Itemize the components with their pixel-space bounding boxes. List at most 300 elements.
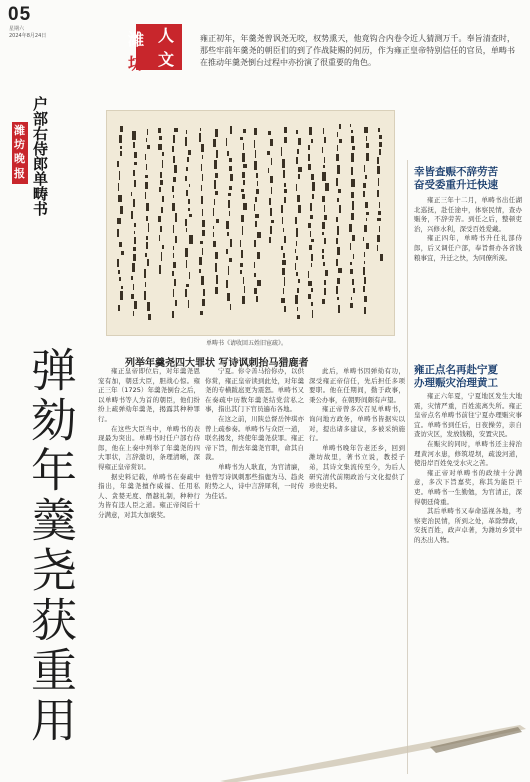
ink-stroke — [240, 137, 243, 140]
ink-stroke — [255, 197, 257, 201]
ink-stroke — [148, 314, 150, 320]
ink-stroke — [131, 211, 132, 219]
ink-stroke — [257, 252, 260, 259]
ink-stroke — [214, 160, 217, 169]
ink-stroke — [146, 216, 148, 222]
ink-stroke — [185, 289, 186, 297]
ink-stroke — [378, 211, 381, 215]
page-weekday: 星期六 — [9, 26, 25, 32]
ink-stroke — [297, 315, 300, 319]
ink-stroke — [322, 299, 325, 305]
ink-stroke — [298, 279, 301, 282]
ink-stroke — [134, 231, 136, 234]
article-column-2 — [205, 367, 304, 777]
ink-stroke — [216, 275, 218, 284]
ink-stroke — [242, 172, 245, 177]
ink-stroke — [229, 211, 230, 217]
ink-stroke — [378, 178, 379, 187]
manuscript-text-area — [115, 119, 386, 327]
ink-stroke — [298, 205, 301, 213]
ink-stroke — [323, 262, 325, 266]
ink-stroke — [364, 252, 365, 258]
ink-stroke — [144, 291, 146, 300]
ink-stroke — [281, 298, 284, 304]
ink-stroke — [338, 268, 341, 273]
ink-stroke — [283, 228, 285, 232]
ink-stroke — [364, 165, 365, 171]
ink-stroke — [173, 253, 175, 258]
paragraph: 雍正帝对单畴书的政绩十分满意，多次下旨嘉奖，称其为能臣干吏。单畴书一生勤勉，为官清正，深得朝廷倚重。 — [414, 468, 522, 506]
ink-stroke — [185, 248, 188, 256]
ink-stroke — [281, 205, 282, 212]
ink-stroke — [201, 185, 202, 191]
ink-stroke — [200, 128, 201, 131]
ink-stroke — [228, 266, 229, 275]
ink-stroke — [215, 129, 218, 137]
ink-stroke — [283, 253, 285, 258]
ink-stroke — [200, 311, 203, 315]
section-logo — [128, 24, 190, 84]
ink-stroke — [147, 302, 149, 311]
ink-stroke — [366, 212, 369, 216]
ink-stroke — [173, 156, 175, 163]
manuscript-column — [238, 119, 248, 327]
ink-stroke — [117, 161, 119, 167]
paragraph: 雍正帝曾多次召见单畴书，询问地方政务，单畴书皆据实以对，提出诸多建议，多被采纳施行。 — [309, 405, 405, 443]
page-date: 2024年8月24日 — [9, 33, 47, 39]
ink-stroke — [284, 127, 287, 133]
ink-stroke — [199, 257, 202, 265]
ink-stroke — [308, 271, 309, 278]
ink-stroke — [162, 196, 164, 202]
ink-stroke — [227, 293, 230, 301]
article-intro: 雍正初年，年羹尧曾讽尧无咬，权势熏天，他竟钩合内卷令近人猜测万千。奉旨清查时，那些牢前年羹尧的朝臣们的到了作战陡赐的何历，作为雍正皇帝特别信任的官员，单畴书在推动年羹尧倒台过程中亦扮演了很重要的角色。 — [200, 34, 515, 67]
ink-stroke — [119, 277, 122, 281]
paragraph: 此后，单畴书因弹劾有功，深受雍正帝信任，先后担任多项要职。他在任期间，勤于政事，秉公办事，在朝野间颇有声望。 — [309, 367, 405, 404]
ink-stroke — [228, 193, 230, 197]
paragraph: 雍正三年十二月，单畴书出任湖北巡抚，赴任途中，体察民情，查办赈务，不辞劳苦。到任之后，整顿吏治，兴修水利，深受百姓爱戴。 — [414, 196, 522, 233]
main-headline: 弹劾年羹尧获重用 — [24, 346, 78, 746]
manuscript-column — [211, 119, 221, 327]
ink-stroke — [134, 162, 137, 166]
ink-stroke — [158, 144, 161, 150]
ink-stroke — [202, 209, 203, 217]
ink-stroke — [377, 166, 380, 175]
ink-stroke — [213, 241, 215, 247]
ink-stroke — [322, 147, 323, 153]
ink-stroke — [186, 260, 187, 268]
ink-stroke — [117, 218, 120, 225]
sidebar-heading-1: 幸皆查赈不辞劳苦 奋受委重升迁快速 — [414, 166, 498, 191]
ink-stroke — [242, 226, 243, 235]
ink-stroke — [134, 152, 137, 159]
ink-stroke — [284, 197, 286, 203]
ink-stroke — [339, 139, 342, 143]
ink-stroke — [270, 139, 273, 146]
ink-stroke — [131, 276, 134, 280]
manuscript-column — [292, 119, 302, 327]
ink-stroke — [338, 189, 341, 193]
ink-stroke — [296, 228, 297, 237]
ink-stroke — [379, 202, 381, 208]
ink-stroke — [145, 182, 148, 189]
manuscript-column — [115, 119, 125, 327]
ink-stroke — [352, 146, 355, 150]
ink-stroke — [147, 129, 148, 135]
ink-stroke — [213, 232, 214, 237]
ink-stroke — [364, 225, 367, 232]
logo-char: 人 — [158, 26, 175, 45]
ink-stroke — [336, 259, 338, 266]
ink-stroke — [312, 194, 314, 199]
ink-stroke — [161, 207, 163, 213]
ink-stroke — [186, 284, 189, 287]
image-caption: 单畴书《请收回五姓旧宦疏》。 — [206, 340, 288, 347]
ink-stroke — [256, 173, 259, 178]
ink-stroke — [336, 217, 338, 222]
ink-stroke — [298, 174, 300, 179]
ink-stroke — [200, 241, 203, 245]
ink-stroke — [311, 239, 314, 242]
ink-stroke — [254, 140, 255, 149]
ink-stroke — [324, 215, 327, 220]
ink-stroke — [379, 149, 381, 155]
ink-stroke — [324, 137, 326, 143]
ink-stroke — [254, 273, 256, 277]
ink-stroke — [172, 186, 174, 192]
ink-stroke — [350, 262, 352, 265]
manuscript-column — [183, 119, 193, 327]
ink-stroke — [363, 237, 364, 241]
ink-stroke — [241, 215, 244, 223]
ink-stroke — [201, 164, 202, 171]
ink-stroke — [158, 216, 160, 223]
ink-stroke — [202, 220, 204, 228]
ink-stroke — [366, 218, 367, 221]
ink-stroke — [351, 192, 354, 199]
ink-stroke — [201, 196, 204, 205]
ink-stroke — [240, 240, 241, 247]
ink-stroke — [146, 138, 147, 142]
ink-stroke — [188, 150, 191, 155]
ink-stroke — [202, 299, 205, 305]
ink-stroke — [159, 187, 161, 192]
manuscript-column — [374, 119, 384, 327]
ink-stroke — [379, 135, 382, 138]
ink-stroke — [185, 176, 187, 182]
ink-stroke — [337, 145, 339, 151]
ink-stroke — [118, 270, 120, 274]
ink-stroke — [377, 245, 378, 251]
ink-stroke — [186, 228, 187, 232]
ink-stroke — [295, 295, 297, 303]
ink-stroke — [242, 296, 245, 303]
ink-stroke — [254, 288, 256, 294]
article-subtitle: 列举年羹尧四大罪状 写诗讽刺抬马猎鹿者 — [125, 358, 309, 369]
ink-stroke — [268, 131, 271, 135]
ink-stroke — [365, 202, 368, 208]
ink-stroke — [175, 213, 177, 222]
ink-stroke — [310, 203, 312, 211]
tag-char: 晚 — [14, 152, 25, 165]
ink-stroke — [296, 256, 298, 261]
ink-stroke — [352, 235, 355, 241]
ink-stroke — [188, 300, 189, 308]
ink-stroke — [229, 166, 232, 171]
ink-stroke — [187, 157, 189, 162]
ink-stroke — [337, 226, 340, 235]
ink-stroke — [325, 270, 327, 276]
ink-stroke — [271, 220, 274, 224]
ink-stroke — [120, 206, 123, 214]
ink-stroke — [311, 254, 313, 261]
ink-stroke — [337, 165, 340, 173]
ink-stroke — [308, 154, 310, 161]
ink-stroke — [146, 236, 148, 240]
ink-stroke — [243, 277, 244, 284]
ink-stroke — [214, 180, 216, 188]
ink-stroke — [174, 165, 177, 173]
ink-stroke — [134, 180, 136, 187]
ink-stroke — [186, 167, 188, 171]
manuscript-column — [306, 119, 316, 327]
ink-stroke — [146, 203, 148, 211]
ink-stroke — [133, 247, 136, 251]
logo-char: 潍 — [128, 30, 145, 49]
ink-stroke — [117, 229, 119, 237]
ink-stroke — [213, 139, 216, 147]
ink-stroke — [199, 133, 200, 141]
ink-stroke — [145, 282, 146, 287]
ink-stroke — [271, 158, 273, 164]
ink-stroke — [120, 291, 123, 300]
ink-stroke — [189, 184, 190, 187]
ink-stroke — [351, 167, 353, 175]
ink-stroke — [322, 222, 325, 229]
ink-stroke — [240, 270, 242, 274]
ink-stroke — [282, 217, 283, 224]
ink-stroke — [121, 251, 124, 255]
ink-stroke — [297, 307, 298, 310]
ink-stroke — [131, 192, 132, 197]
ink-stroke — [172, 311, 174, 319]
ink-stroke — [268, 168, 269, 173]
ink-stroke — [298, 167, 301, 172]
ink-stroke — [146, 164, 147, 171]
ink-stroke — [134, 301, 137, 309]
ink-stroke — [118, 305, 121, 311]
ink-stroke — [311, 302, 313, 305]
ink-stroke — [162, 245, 164, 249]
ink-stroke — [257, 232, 260, 238]
ink-stroke — [243, 143, 244, 150]
ink-stroke — [363, 191, 365, 198]
ink-stroke — [295, 249, 296, 253]
ink-stroke — [337, 278, 340, 284]
ink-stroke — [144, 269, 145, 278]
ink-stroke — [120, 146, 121, 150]
ink-stroke — [297, 288, 299, 293]
ink-stroke — [215, 191, 218, 195]
ink-stroke — [337, 297, 339, 300]
sidebar-body-1 — [414, 196, 522, 356]
ink-stroke — [134, 237, 136, 244]
manuscript-column — [279, 119, 289, 327]
ink-stroke — [325, 183, 328, 191]
ink-stroke — [199, 269, 201, 273]
ink-stroke — [189, 272, 190, 279]
ink-stroke — [216, 219, 218, 223]
ink-stroke — [296, 272, 298, 276]
ink-stroke — [162, 160, 164, 168]
manuscript-image — [106, 110, 395, 336]
ink-stroke — [162, 152, 164, 156]
ink-stroke — [380, 254, 383, 261]
ink-stroke — [281, 147, 282, 156]
ink-stroke — [146, 242, 148, 249]
ink-stroke — [145, 192, 146, 199]
manuscript-column — [347, 119, 357, 327]
paragraph: 雍正六年夏，宁夏地区发生大地震，灾情严重，百姓流离失所。雍正皇帝点名单畴书前往宁夏办理赈灾事宜。单畴书到任后，日夜操劳，亲自查访灾区，发放钱粮，安置灾民。 — [414, 392, 522, 439]
paragraph: 在这之前，川陕总督岳钟琪亦曾上疏参奏。单畴书与众臣一道，联名揭发，终使年羹尧获罪。雍正帝下旨，削去年羹尧官职，命其自裁。 — [205, 414, 304, 462]
ink-stroke — [323, 128, 325, 134]
ink-stroke — [364, 296, 367, 302]
ink-stroke — [213, 208, 215, 216]
ink-stroke — [377, 190, 379, 197]
ink-stroke — [255, 150, 256, 158]
ink-stroke — [213, 226, 214, 230]
ink-stroke — [379, 142, 382, 147]
paragraph: 宁夏。你令善马拾你办，以供你赏，雍正皇帝读到此处，对年羹尧的专横跋扈更为震怒。单畴书又在奏疏中历数年羹尧结党营私之事，指出其门下官员遍布各地。 — [205, 367, 304, 414]
ink-stroke — [186, 130, 188, 134]
ink-stroke — [254, 161, 257, 170]
ink-stroke — [160, 226, 162, 232]
ink-stroke — [230, 174, 233, 182]
ink-stroke — [215, 252, 218, 259]
ink-stroke — [378, 128, 380, 132]
ink-stroke — [350, 303, 352, 308]
ink-stroke — [337, 132, 339, 137]
ink-stroke — [281, 246, 282, 251]
ink-stroke — [257, 280, 260, 286]
ink-stroke — [133, 254, 136, 261]
ink-stroke — [308, 294, 310, 299]
tag-char: 潍 — [14, 124, 25, 137]
ink-stroke — [366, 243, 369, 249]
ink-stroke — [226, 221, 229, 229]
ink-stroke — [173, 262, 176, 267]
page-number: 05 — [8, 4, 32, 25]
ink-stroke — [338, 305, 341, 313]
ink-stroke — [311, 263, 312, 267]
ink-stroke — [267, 151, 270, 155]
ink-stroke — [243, 164, 246, 168]
ink-stroke — [175, 236, 177, 243]
ink-stroke — [202, 230, 205, 236]
ink-stroke — [308, 281, 311, 286]
ink-stroke — [119, 242, 122, 247]
sidebar-heading-2: 雍正点名再赴宁夏 办理赈灾治理黄工 — [414, 364, 498, 389]
ink-stroke — [309, 127, 312, 135]
ink-stroke — [186, 190, 188, 195]
ink-stroke — [282, 159, 285, 168]
ink-stroke — [119, 135, 121, 143]
manuscript-column — [320, 119, 330, 327]
ink-stroke — [284, 236, 286, 242]
ink-stroke — [366, 153, 369, 162]
article-column-3 — [309, 367, 405, 777]
ink-stroke — [296, 241, 297, 246]
ink-stroke — [336, 154, 338, 161]
ink-stroke — [351, 297, 352, 301]
ink-stroke — [133, 170, 135, 176]
ink-stroke — [118, 183, 119, 191]
ink-stroke — [254, 240, 257, 247]
manuscript-column — [252, 119, 262, 327]
ink-stroke — [363, 183, 366, 188]
ink-stroke — [173, 246, 174, 249]
ink-stroke — [133, 284, 134, 291]
sidebar-body-2 — [414, 392, 522, 778]
ink-stroke — [133, 142, 134, 147]
ink-stroke — [351, 130, 354, 133]
ink-stroke — [364, 277, 365, 284]
ink-stroke — [121, 286, 123, 290]
ink-stroke — [270, 226, 272, 234]
logo-char: 文 — [158, 50, 175, 69]
ink-stroke — [337, 247, 340, 255]
manuscript-column — [129, 119, 139, 327]
ink-stroke — [242, 153, 245, 162]
ink-stroke — [173, 195, 174, 198]
ink-stroke — [230, 126, 232, 135]
ink-stroke — [145, 154, 146, 160]
logo-char: 坊 — [128, 54, 145, 73]
article-column-1 — [98, 367, 200, 777]
ink-stroke — [324, 157, 325, 163]
ink-stroke — [159, 235, 161, 241]
ink-stroke — [159, 265, 161, 273]
ink-stroke — [269, 198, 271, 206]
ink-stroke — [215, 287, 217, 294]
ink-stroke — [337, 198, 339, 203]
ink-stroke — [173, 225, 174, 234]
ink-stroke — [352, 201, 354, 210]
ink-stroke — [295, 263, 296, 270]
ink-stroke — [174, 279, 176, 286]
ink-stroke — [284, 306, 286, 312]
ink-stroke — [145, 253, 147, 258]
ink-stroke — [203, 289, 205, 296]
ink-stroke — [215, 263, 217, 272]
ink-stroke — [227, 232, 229, 236]
ink-stroke — [202, 155, 203, 159]
ink-stroke — [322, 232, 324, 236]
brush-pen-decoration — [200, 723, 530, 782]
ink-stroke — [256, 189, 258, 193]
manuscript-column — [156, 119, 166, 327]
ink-stroke — [226, 138, 227, 146]
paragraph: 雍正四年，单畴书升任礼部侍郎，后又调任户部，奉旨督办各省钱粮事宜，升迁之快，为同僚所羡。 — [414, 234, 522, 262]
ink-stroke — [379, 226, 381, 232]
ink-stroke — [188, 199, 191, 204]
ink-stroke — [254, 262, 256, 268]
ink-stroke — [119, 171, 121, 180]
ink-stroke — [229, 186, 232, 190]
ink-stroke — [336, 286, 338, 294]
newspaper-tag — [12, 122, 28, 184]
ink-stroke — [310, 215, 313, 219]
